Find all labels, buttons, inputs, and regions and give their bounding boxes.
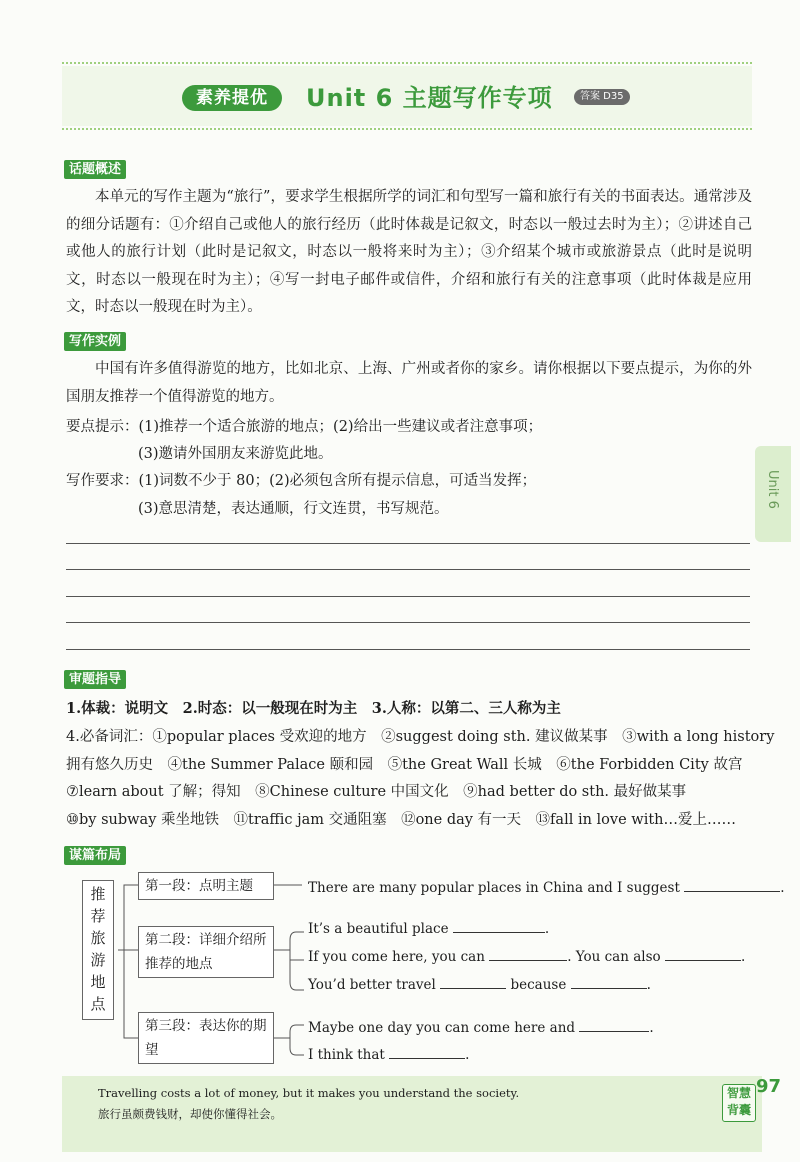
sentence-5: Maybe one day you can come here and .: [308, 1017, 654, 1036]
sentence-2-text: It’s a beautiful place: [308, 921, 449, 937]
sentence-4-text-b: because: [510, 977, 567, 993]
sentence-1-text: There are many popular places in China and I suggest: [308, 880, 680, 896]
sentence-2: It’s a beautiful place .: [308, 918, 549, 937]
guide-line-2: 4.必备词汇：①popular places 受欢迎的地方 ②suggest doing sth. 建议做某事 ③with a long history: [66, 729, 775, 745]
section-tag-layout: 谋篇布局: [64, 846, 126, 865]
sentence-3: If you come here, you can . You can also .: [308, 946, 745, 965]
blank[interactable]: [489, 946, 567, 961]
blank[interactable]: [453, 918, 545, 933]
answer-reference: 答案 D35: [574, 89, 630, 105]
sentence-6: I think that .: [308, 1044, 469, 1063]
blank[interactable]: [440, 974, 506, 989]
sentence-3-text-b: . You can also: [567, 949, 661, 965]
section-tag-overview: 话题概述: [64, 160, 126, 179]
page-number: 97: [756, 1076, 782, 1097]
example-prompt: 中国有许多值得游览的地方，比如北京、上海、广州或者你的家乡。请你根据以下要点提示，为你的外国朋友推荐一个值得游览的地方。: [66, 361, 752, 405]
mind-map-paragraph-2: 第二段：详细介绍所推荐的地点: [138, 926, 274, 978]
sentence-3-text-a: If you come here, you can: [308, 949, 485, 965]
blank[interactable]: [579, 1017, 649, 1032]
sentence-4: You’d better travel because .: [308, 974, 651, 993]
footer-quote-english: Travelling costs a lot of money, but it makes you understand the society.: [98, 1086, 520, 1100]
example-points-2: (3)邀请外国朋友来游览此地。: [138, 446, 333, 462]
blank[interactable]: [571, 974, 647, 989]
mind-map-root: 推荐旅游地点: [82, 880, 114, 1020]
blank[interactable]: [665, 946, 741, 961]
footer-label: 智慧背囊: [722, 1084, 756, 1122]
guide-line-5: ⑩by subway 乘坐地铁 ⑪traffic jam 交通阻塞 ⑫one day 有一天 ⑬fall in love with…爱上……: [66, 812, 737, 828]
header-badge: 素养提优: [182, 85, 282, 111]
sentence-4-text-a: You’d better travel: [308, 977, 436, 993]
guide-line-3: 拥有悠久历史 ④the Summer Palace 颐和园 ⑤the Great Wall 长城 ⑥the Forbidden City 故宫: [66, 757, 743, 773]
overview-text: 本单元的写作主题为“旅行”，要求学生根据所学的词汇和句型写一篇和旅行有关的书面表达。通常涉及的细分话题有：①介绍自己或他人的旅行经历（此时体裁是记叙文，时态以一般过去时为主）；②讲述自己或他人的旅行计划（此时是记叙文，时态以一般将来时为主）；③介绍某个城市或旅游景点（此时是说明文，时态以一般现在时为主）；④写一封电子邮件或信件，介绍和旅行有关的注意事项（此时体裁是应用文，时态以一般现在时为主）。: [66, 189, 752, 315]
example-requirements-2: (3)意思清楚，表达通顺，行文连贯，书写规范。: [138, 501, 449, 517]
section-tag-guide: 审题指导: [64, 670, 126, 689]
sentence-1: There are many popular places in China and I suggest .: [308, 877, 784, 896]
sentence-5-text: Maybe one day you can come here and: [308, 1020, 576, 1036]
mind-map-paragraph-1: 第一段：点明主题: [138, 872, 274, 900]
example-points-1: 要点提示：(1)推荐一个适合旅游的地点；(2)给出一些建议或者注意事项；: [66, 419, 543, 435]
blank[interactable]: [389, 1044, 465, 1059]
blank[interactable]: [684, 877, 780, 892]
footer-quote-chinese: 旅行虽颇费钱财，却使你懂得社会。: [98, 1107, 282, 1121]
sentence-6-text: I think that: [308, 1047, 385, 1063]
example-requirements-1: 写作要求：(1)词数不少于 80；(2)必须包含所有提示信息，可适当发挥；: [66, 473, 537, 489]
mind-map-paragraph-3: 第三段：表达你的期望: [138, 1012, 274, 1064]
unit-side-tab-label: Unit 6: [765, 470, 780, 509]
guide-line-1: 1.体裁：说明文 2.时态：以一般现在时为主 3.人称：以第二、三人称为主: [66, 700, 561, 717]
guide-line-4: ⑦learn about 了解；得知 ⑧Chinese culture 中国文化 ⑨had better do sth. 最好做某事: [66, 784, 687, 800]
page-title: Unit 6 主题写作专项: [306, 84, 553, 112]
section-tag-example: 写作实例: [64, 332, 126, 351]
